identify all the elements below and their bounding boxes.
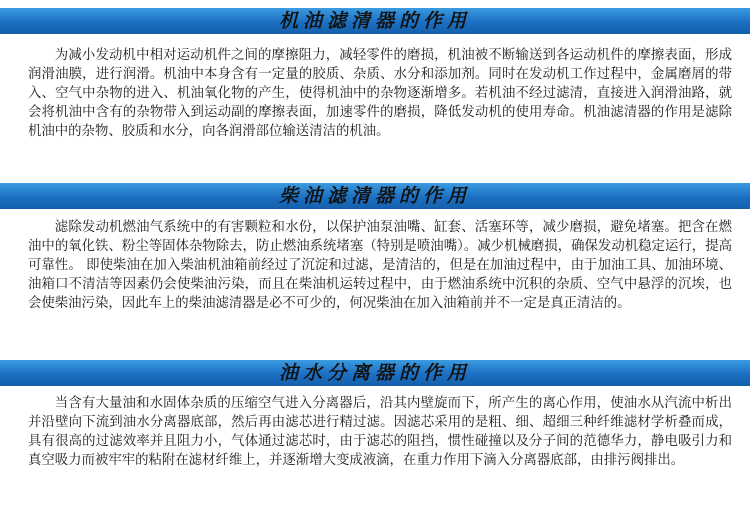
section-title: 柴油滤清器的作用 — [278, 184, 471, 207]
section-title: 油水分离器的作用 — [278, 361, 471, 384]
section-title-banner — [0, 8, 750, 34]
section-title-banner — [0, 360, 750, 386]
section-paragraph: 滤除发动机燃油气系统中的有害颗粒和水份，以保护油泵油嘴、缸套、活塞环等，减少磨损，避免堵塞。把含在燃油中的氧化铁、粉尘等固体杂物除去，防止燃油系统堵塞（特别是喷油嘴）。减少机械磨损，确保发动机稳定运行，提高可靠性。 即使柴油在加入柴油机油箱前经过了沉淀和过滤，是清洁的，但是在加油过程中，由于加油工具、加油环境、油箱口不清洁等因素仍会使柴油污染，而且在柴油机运转过程中，由于燃油系统中沉积的杂质、空气中悬浮的沉埃，也会使柴油污染，因此车上的柴油滤清器是必不可少的，何况柴油在加入油箱前并不一定是真正清洁的。 — [28, 220, 732, 311]
section-oil-filter — [0, 8, 750, 141]
section-oil-water-separator — [0, 360, 750, 470]
section-paragraph: 为减小发动机中相对运动机件之间的摩擦阻力，减轻零件的磨损，机油被不断输送到各运动机件的摩擦表面，形成润滑油膜，进行润滑。机油中本身含有一定量的胶质、杂质、水分和添加剂。同时在发动机工作过程中，金属磨屑的带入、空气中杂物的进入、机油氧化物的产生，使得机油中的杂物逐渐增多。若机油不经过滤清，直接进入润滑油路，就会将机油中含有的杂物带入到运动副的摩擦表面，加速零件的磨损，降低发动机的使用寿命。机油滤清器的作用是滤除机油中的杂物、胶质和水分，向各润滑部位输送清洁的机油。 — [28, 48, 732, 139]
section-diesel-filter — [0, 183, 750, 313]
section-paragraph: 当含有大量油和水固体杂质的压缩空气进入分离器后，沿其内壁旋而下，所产生的离心作用，使油水从汽流中析出并沿壁向下流到油水分离器底部，然后再由滤芯进行精过滤。因滤芯采用的是粗、细、超细三种纤维滤材学析叠而成，具有很高的过滤效率并且阻力小，气体通过滤芯时，由于滤芯的阻挡，惯性碰撞以及分子间的范德华力，静电吸引力和真空吸力而被牢牢的粘附在滤材纤维上，并逐渐增大变成液滴，在重力作用下滴入分离器底部，由排污阀排出。 — [28, 396, 732, 468]
section-title-banner — [0, 183, 750, 209]
section-title: 机油滤清器的作用 — [278, 9, 471, 32]
